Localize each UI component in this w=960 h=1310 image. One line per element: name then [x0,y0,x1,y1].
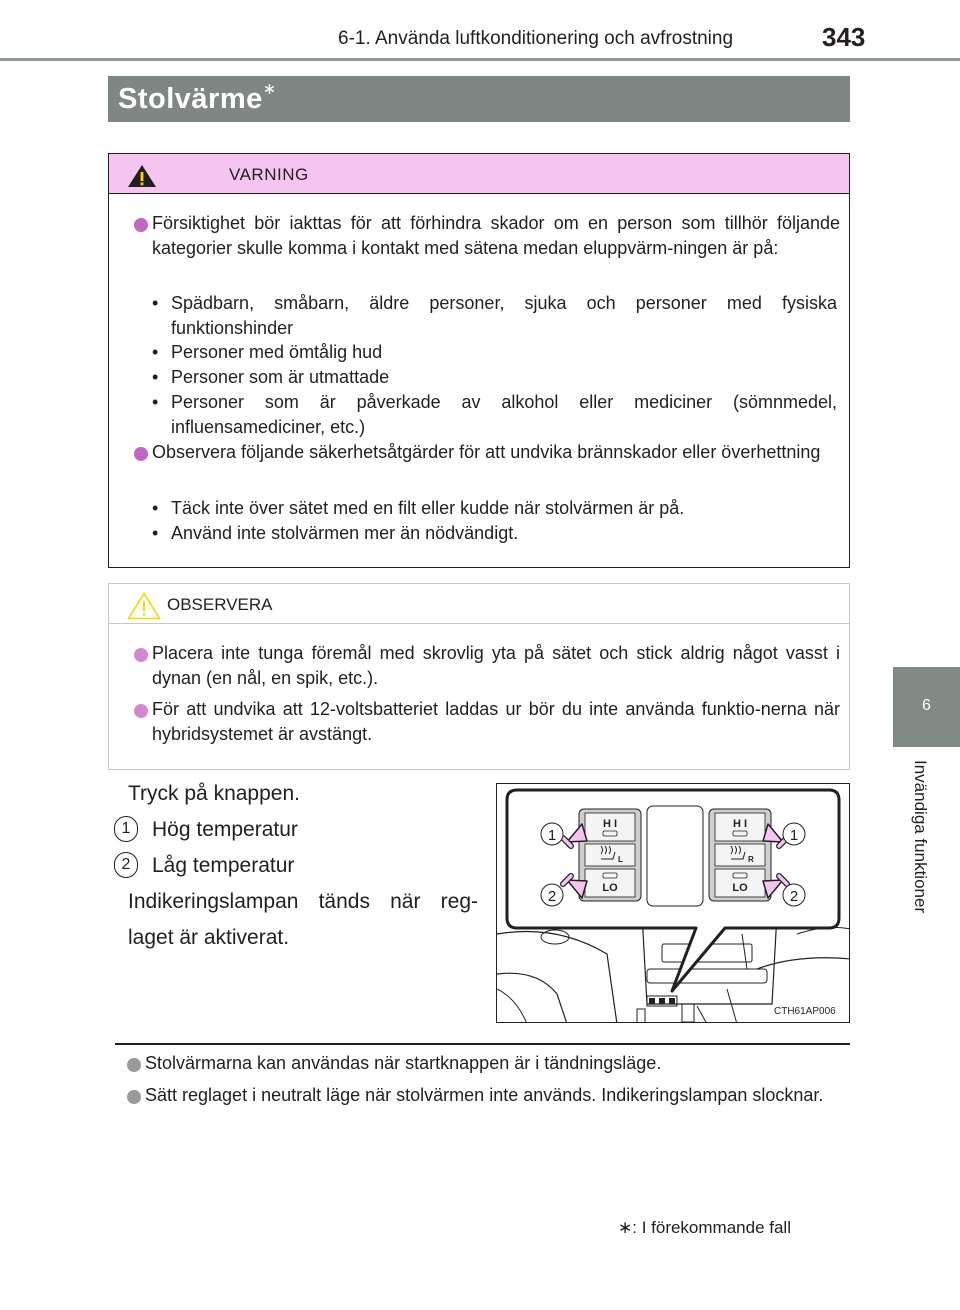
page-title [108,76,850,122]
instruction-intro: Tryck på knappen. [128,782,300,805]
asterisk-footnote: ∗: I förekommande fall [618,1218,791,1237]
warning-sub-item: Personer med ömtålig hud [171,342,383,362]
footer-note-2: Sätt reglaget i neutralt läge när stolvärmen inte används. Indikeringslampan slocknar. [145,1085,824,1105]
notice-bullet-2 [134,704,148,718]
header-divider [0,58,960,61]
footer-bullet-2 [127,1090,141,1104]
list-bullet: • [152,392,159,412]
caution-icon [127,592,161,620]
footer-bullet-1 [127,1058,141,1072]
notice-bullet-1 [134,648,148,662]
footer-note-1: Stolvärmarna kan användas när startknappen är i tändningsläge. [145,1053,662,1073]
page-number: 343 [822,22,866,52]
dashboard-illustration [497,784,850,1023]
notice-header [109,584,849,624]
warning-bullet-1 [134,218,148,232]
title-text: Stolvärme [118,83,263,115]
seat-heater-figure [496,783,850,1023]
notice-label: OBSERVERA [167,595,273,614]
warning-bullet-2 [134,447,148,461]
warning-label: VARNING [229,165,309,184]
list-bullet: • [152,342,159,362]
chapter-number: 6 [922,697,931,714]
figure-code: CTH61AP006 [774,1006,836,1017]
high-temperature-label: Hög temperatur [152,818,298,841]
warning-sub-item: Använd inte stolvärmen mer än nödvändigt. [171,523,519,543]
list-bullet: • [152,367,159,387]
warning-item-2: Observera följande säkerhetsåtgärder för att undvika brännskador eller överhettning [152,442,821,462]
indicator-text-line-2: laget är aktiverat. [128,926,290,949]
list-bullet: • [152,523,159,543]
warning-icon [127,164,157,188]
right-hi-label: H I [732,818,748,830]
chapter-label: Invändiga funktioner [911,760,930,914]
list-bullet: • [152,498,159,518]
section-title: 6-1. Använda luftkonditionering och avfrostning [338,28,734,49]
indicator-text-line-1: Indikeringslampan tänds när reg- [128,890,478,913]
warning-sub-item: Personer som är påverkade av alkohol eller mediciner (sömnmedel, influensamediciner, etc.) [171,392,837,437]
chapter-tab [893,667,960,747]
notice-item-1: Placera inte tunga föremål med skrovlig yta på sätet och stick aldrig något vasst i dynan (en nål, en spik, etc.). [152,643,840,688]
right-seat-letter: R [748,855,754,864]
left-lo-label: LO [602,882,618,894]
callout-number-2: 2 [114,852,138,878]
warning-item-1: Försiktighet bör iakttas för att förhindra skador om en person som tillhör följande kategorier skulle komma i kontakt med sätena medan eluppvärm-ningen är på: [152,213,840,258]
section-divider [115,1043,850,1045]
title-asterisk: ∗ [262,81,277,98]
warning-sub-item: Personer som är utmattade [171,367,390,387]
warning-sub-item: Spädbarn, småbarn, äldre personer, sjuka och personer med fysiska funktionshinder [171,293,837,338]
callout-number-1: 1 [114,816,138,842]
warning-sub-item: Täck inte över sätet med en filt eller kudde när stolvärmen är på. [171,498,685,518]
figure-callout-2-right: 2 [789,888,799,905]
right-lo-label: LO [732,882,748,894]
figure-callout-1-right: 1 [789,827,799,844]
figure-callout-2-left: 2 [547,888,557,905]
left-seat-letter: L [618,855,623,864]
low-temperature-label: Låg temperatur [152,854,295,877]
warning-header [109,154,849,194]
figure-callout-1-left: 1 [547,827,557,844]
notice-item-2: För att undvika att 12-voltsbatteriet laddas ur bör du inte använda funktio-nerna när hybridsystemet är avstängt. [152,699,840,744]
list-bullet: • [152,293,159,313]
left-hi-label: H I [602,818,618,830]
